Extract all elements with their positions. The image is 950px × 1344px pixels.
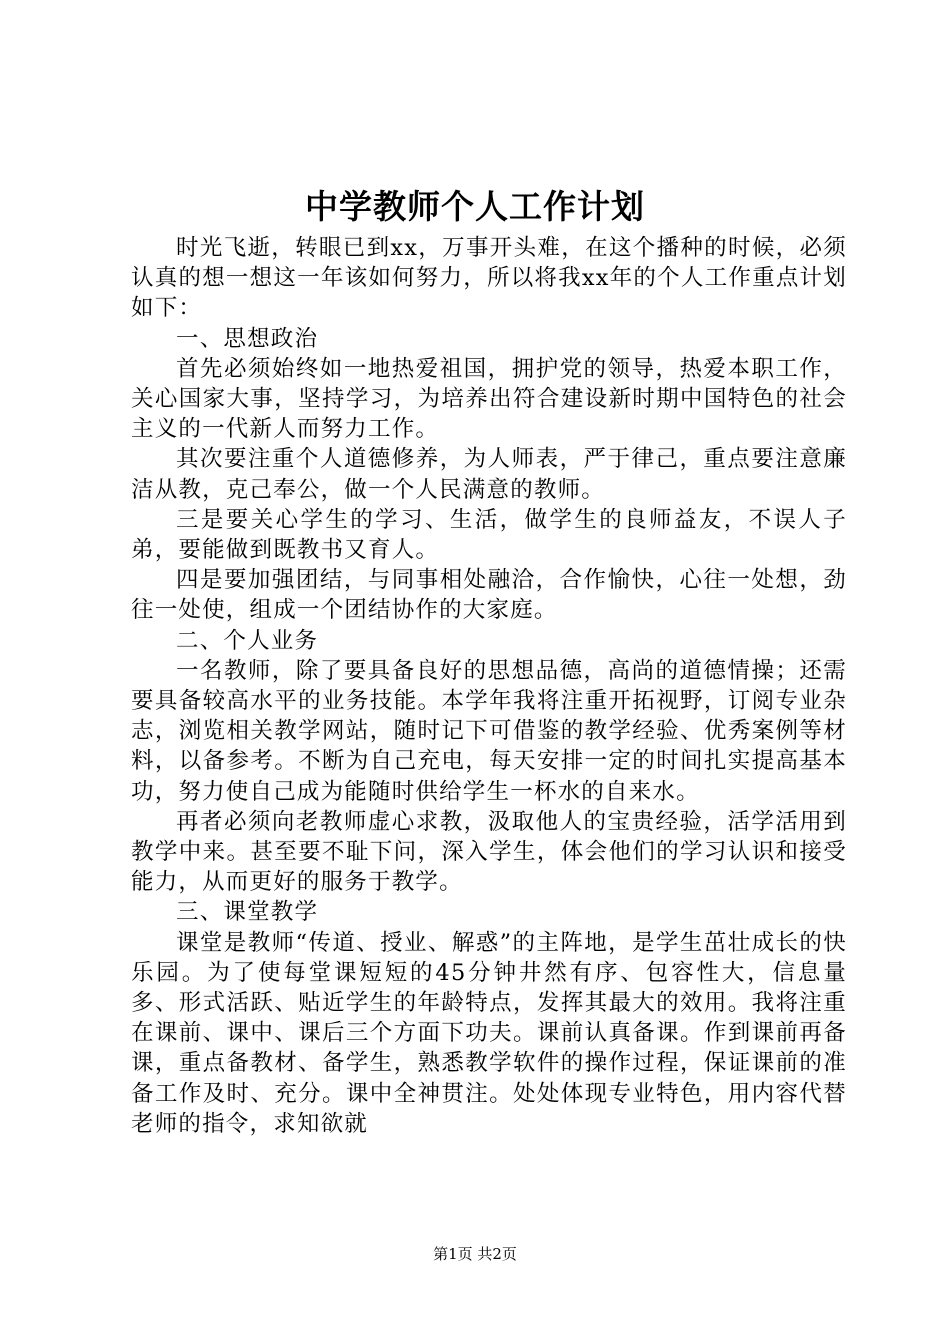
section1-paragraph: 首先必须始终如一地热爱祖国，拥护党的领导，热爱本职工作，关心国家大事，坚持学习，为培养出符合建设新时期中国特色的社会主义的一代新人而努力工作。 (131, 355, 847, 443)
section3-paragraph: 课堂是教师“传道、授业、解惑”的主阵地，是学生茁壮成长的快乐园。为了使每堂课短短的45分钟井然有序、包容性大，信息量多、形式活跃、贴近学生的年龄特点，发挥其最大的效用。我将注重在课前、课中、课后三个方面下功夫。课前认真备课。作到课前再备课，重点备教材、备学生，熟悉教学软件的操作过程，保证课前的准备工作及时、充分。课中全神贯注。处处体现专业特色，用内容代替老师的指令，求知欲就 (131, 929, 847, 1137)
section-heading-politics: 一、思想政治 (176, 325, 319, 352)
section1-paragraph: 三是要关心学生的学习、生活，做学生的良师益友，不误人子弟，要能做到既教书又育人。 (131, 506, 847, 564)
section2-paragraph: 再者必须向老教师虚心求教，汲取他人的宝贵经验，活学活用到教学中来。甚至要不耻下问，深入学生，体会他们的学习认识和接受能力，从而更好的服务于教学。 (131, 808, 847, 896)
document-title: 中学教师个人工作计划 (305, 187, 645, 226)
page-number-footer: 第1页 共2页 (433, 1245, 517, 1263)
section-heading-professional: 二、个人业务 (176, 627, 319, 654)
intro-paragraph: 时光飞逝，转眼已到xx，万事开头难，在这个播种的时候，必须认真的想一想这一年该如何努力，所以将我xx年的个人工作重点计划如下： (131, 235, 847, 322)
section2-paragraph: 一名教师，除了要具备良好的思想品德，高尚的道德情操；还需要具备较高水平的业务技能。本学年我将注重开拓视野，订阅专业杂志，浏览相关教学网站，随时记下可借鉴的教学经验、优秀案例等材料，以备参考。不断为自己充电，每天安排一定的时间扎实提高基本功，努力使自己成为能随时供给学生一杯水的自来水。 (131, 657, 847, 805)
section1-paragraph: 其次要注重个人道德修养，为人师表，严于律己，重点要注意廉洁从教，克己奉公，做一个人民满意的教师。 (131, 446, 847, 503)
section-heading-classroom: 三、课堂教学 (176, 899, 319, 926)
section1-paragraph: 四是要加强团结，与同事相处融洽，合作愉快，心往一处想，劲往一处使，组成一个团结协作的大家庭。 (131, 567, 847, 624)
document-body (131, 233, 847, 1139)
